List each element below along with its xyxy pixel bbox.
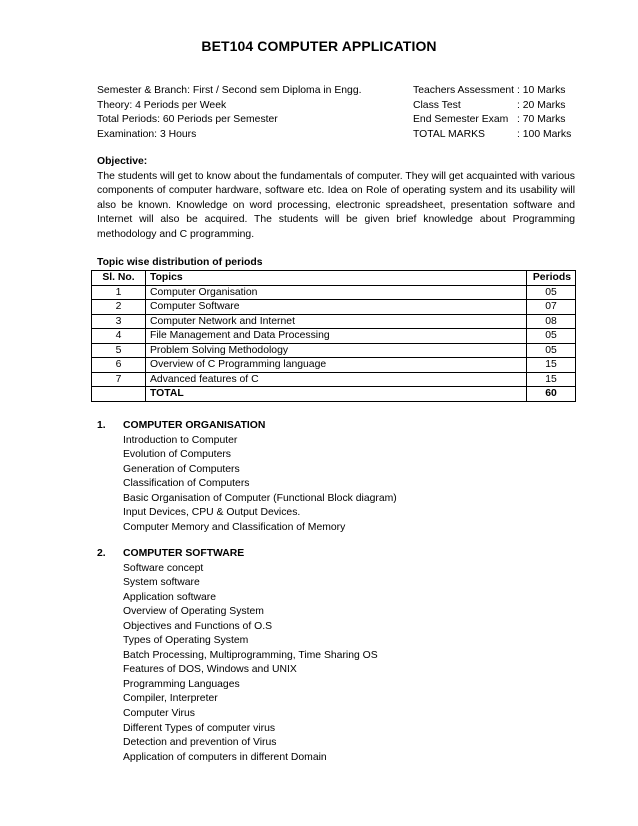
- list-item: Computer Virus: [123, 708, 195, 720]
- sl-no-cell: 4: [92, 329, 146, 344]
- semester-branch: Semester & Branch: First / Second sem Diploma in Engg.: [97, 85, 362, 96]
- table-row: [92, 300, 576, 315]
- table-row: [92, 329, 576, 344]
- topic-cell: File Management and Data Processing: [146, 329, 527, 344]
- total-empty-cell: [92, 387, 146, 402]
- header-topics: Topics: [146, 271, 527, 286]
- section-items: [97, 434, 397, 536]
- topic-cell: Computer Network and Internet: [146, 314, 527, 329]
- periods-cell: 15: [527, 372, 576, 387]
- sl-no-cell: 1: [92, 285, 146, 300]
- list-item: Software concept: [123, 562, 204, 574]
- marks-row: [413, 128, 575, 143]
- marks-row: [413, 113, 575, 128]
- sl-no-cell: 3: [92, 314, 146, 329]
- list-item: Objectives and Functions of O.S: [123, 620, 273, 632]
- list-item: Input Devices, CPU & Output Devices.: [123, 507, 301, 519]
- objective-heading: Objective:: [97, 156, 148, 167]
- topic-cell: Problem Solving Methodology: [146, 343, 527, 358]
- list-item: Application of computers in different Domain: [123, 751, 327, 763]
- topic-cell: Overview of C Programming language: [146, 358, 527, 373]
- objective-section: [97, 155, 575, 243]
- periods-cell: 05: [527, 285, 576, 300]
- list-item: Batch Processing, Multiprogramming, Time Sharing OS: [123, 649, 378, 661]
- list-item: Programming Languages: [123, 678, 240, 690]
- marks-label: Teachers Assessment: [413, 85, 515, 96]
- course-info: [97, 84, 362, 142]
- periods-cell: 05: [527, 329, 576, 344]
- section-heading: [97, 547, 378, 562]
- marks-row: [413, 84, 575, 99]
- marks-value: : 10 Marks: [517, 85, 566, 96]
- marks-label: Class Test: [413, 99, 461, 111]
- list-item: Different Types of computer virus: [123, 722, 276, 734]
- section-items: [97, 562, 378, 766]
- total-label: TOTAL: [146, 387, 527, 402]
- section-heading: [97, 419, 397, 434]
- total-periods: Total Periods: 60 Periods per Semester: [97, 114, 278, 125]
- periods-cell: 08: [527, 314, 576, 329]
- list-item: Types of Operating System: [123, 635, 249, 647]
- section-number: 2.: [97, 548, 106, 559]
- objective-text: The students will get to know about the fundamentals of computer. They will get acquainted with various components of computer hardware, software etc. Idea on Role of operating system and its usability will also be known. Knowledge on word processing, electronic spreadsheet, presentation software and Internet will also be acquired. The students will be given brief knowledge about Programming methodology and C programming.: [97, 170, 575, 240]
- marks-value: : 20 Marks: [517, 99, 566, 111]
- examination-duration: Examination: 3 Hours: [97, 128, 197, 140]
- topic-cell: Advanced features of C: [146, 372, 527, 387]
- table-row: [92, 343, 576, 358]
- sl-no-cell: 2: [92, 300, 146, 315]
- section-computer-software: [97, 547, 378, 765]
- marks-value: : 100 Marks: [517, 128, 572, 140]
- section-number: 1.: [97, 420, 106, 431]
- periods-cell: 15: [527, 358, 576, 373]
- header-periods: Periods: [527, 271, 576, 286]
- marks-label: End Semester Exam: [413, 114, 509, 125]
- sl-no-cell: 6: [92, 358, 146, 373]
- list-item: Detection and prevention of Virus: [123, 737, 277, 749]
- topic-cell: Computer Software: [146, 300, 527, 315]
- table-row: [92, 314, 576, 329]
- section-computer-organisation: [97, 419, 397, 535]
- marks-value: : 70 Marks: [517, 114, 566, 125]
- theory-periods: Theory: 4 Periods per Week: [97, 99, 227, 111]
- list-item: Features of DOS, Windows and UNIX: [123, 664, 297, 676]
- table-row: [92, 358, 576, 373]
- total-periods-cell: 60: [527, 387, 576, 402]
- marks-row: [413, 99, 575, 114]
- marks-label: TOTAL MARKS: [413, 128, 485, 140]
- list-item: System software: [123, 577, 200, 589]
- table-row: [92, 372, 576, 387]
- list-item: Evolution of Computers: [123, 449, 232, 461]
- list-item: Generation of Computers: [123, 463, 240, 475]
- marks-info: [413, 84, 575, 142]
- sl-no-cell: 7: [92, 372, 146, 387]
- table-row: [92, 285, 576, 300]
- section-title: COMPUTER ORGANISATION: [123, 420, 266, 431]
- distribution-table: [91, 270, 576, 402]
- topic-cell: Computer Organisation: [146, 285, 527, 300]
- list-item: Basic Organisation of Computer (Functional Block diagram): [123, 492, 397, 504]
- table-header-row: [92, 271, 576, 286]
- document-title: BET104 COMPUTER APPLICATION: [201, 38, 437, 54]
- list-item: Introduction to Computer: [123, 434, 238, 446]
- table-total-row: [92, 387, 576, 402]
- periods-cell: 05: [527, 343, 576, 358]
- list-item: Application software: [123, 591, 216, 603]
- section-title: COMPUTER SOFTWARE: [123, 548, 245, 559]
- list-item: Computer Memory and Classification of Memory: [123, 521, 346, 533]
- periods-cell: 07: [527, 300, 576, 315]
- list-item: Compiler, Interpreter: [123, 693, 218, 705]
- distribution-heading: Topic wise distribution of periods: [97, 257, 263, 268]
- header-sl-no: Sl. No.: [92, 271, 146, 286]
- list-item: Classification of Computers: [123, 478, 250, 490]
- sl-no-cell: 5: [92, 343, 146, 358]
- list-item: Overview of Operating System: [123, 606, 264, 618]
